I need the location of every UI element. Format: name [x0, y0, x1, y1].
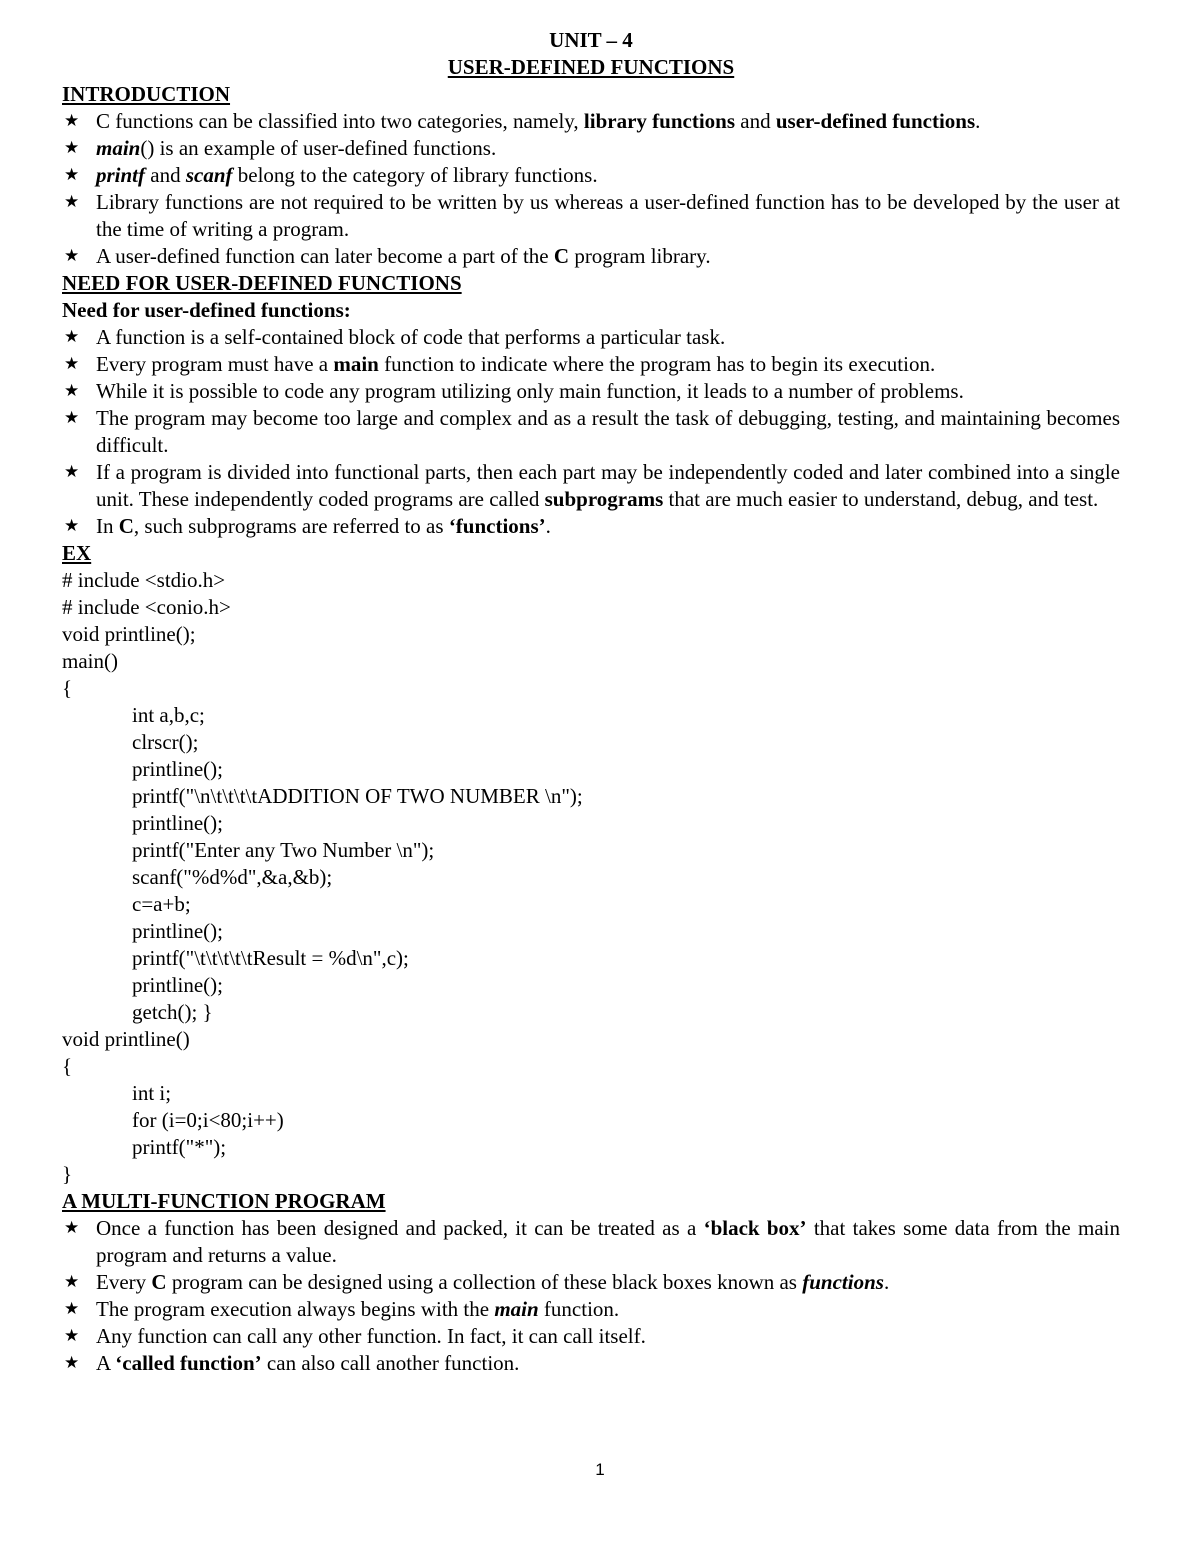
list-item: ★ Library functions are not required to be written by us whereas a user-defined function has to be developed by the user at the time of writing a program.	[64, 190, 1120, 241]
star-bullet-icon: ★	[64, 408, 80, 428]
need-heading: NEED FOR USER-DEFINED FUNCTIONS	[62, 271, 462, 295]
list-item: ★ Every C program can be designed using a collection of these black boxes known as functions.	[64, 1270, 890, 1294]
list-item: ★ The program may become too large and complex and as a result the task of debugging, testing, and maintaining becomes difficult.	[64, 406, 1120, 457]
list-item: ★ The program execution always begins with the main function.	[64, 1297, 620, 1321]
page-number: 1	[595, 1460, 605, 1479]
code-line: }	[62, 1162, 73, 1186]
code-line: {	[62, 1054, 73, 1078]
code-line: # include <conio.h>	[62, 595, 231, 619]
star-bullet-icon: ★	[64, 165, 80, 185]
code-line: printline();	[132, 811, 223, 835]
multi-function-heading: A MULTI-FUNCTION PROGRAM	[62, 1189, 386, 1213]
code-line: c=a+b;	[132, 892, 191, 916]
star-bullet-icon: ★	[64, 381, 80, 401]
list-item: ★ If a program is divided into functional parts, then each part may be independently coded and later combined into a single unit. These independently coded programs are called subprograms that are much easier to understand, debug, and test.	[64, 460, 1120, 511]
introduction-heading: INTRODUCTION	[62, 82, 231, 106]
star-bullet-icon: ★	[64, 327, 80, 347]
star-bullet-icon: ★	[64, 111, 80, 131]
example-heading: EX	[62, 541, 92, 565]
page-content	[62, 27, 1120, 1377]
list-item: ★ main() is an example of user-defined functions.	[64, 136, 497, 160]
multi-function-list	[62, 1215, 1120, 1377]
list-item: ★ A function is a self-contained block of code that performs a particular task.	[64, 325, 726, 349]
need-subheading: Need for user-defined functions:	[62, 298, 351, 322]
code-line: printf("*");	[132, 1135, 227, 1159]
star-bullet-icon: ★	[64, 516, 80, 536]
star-bullet-icon: ★	[64, 1326, 80, 1346]
code-line: int i;	[132, 1081, 172, 1105]
star-bullet-icon: ★	[64, 1299, 80, 1319]
star-bullet-icon: ★	[64, 1218, 80, 1238]
list-item: ★ Any function can call any other function. In fact, it can call itself.	[64, 1324, 646, 1348]
chapter-title: USER-DEFINED FUNCTIONS	[447, 55, 735, 79]
list-item: ★ C functions can be classified into two categories, namely, library functions and user-defined functions.	[64, 109, 981, 133]
code-line: clrscr();	[132, 730, 199, 754]
code-line: printline();	[132, 757, 223, 781]
code-line: {	[62, 676, 73, 700]
star-bullet-icon: ★	[64, 354, 80, 374]
code-line: printline();	[132, 973, 223, 997]
introduction-list	[62, 108, 1120, 270]
list-item: ★ A ‘called function’ can also call another function.	[64, 1351, 520, 1375]
code-line: getch(); }	[132, 1000, 213, 1024]
code-line: printf("Enter any Two Number \n");	[132, 838, 435, 862]
code-line: printf("\t\t\t\t\tResult = %d\n",c);	[132, 946, 409, 970]
star-bullet-icon: ★	[64, 1353, 80, 1373]
list-item: ★ A user-defined function can later become a part of the C program library.	[64, 244, 711, 268]
code-line: int a,b,c;	[132, 703, 205, 727]
code-line: void printline();	[62, 622, 196, 646]
list-item: ★ Every program must have a main function to indicate where the program has to begin its execution.	[64, 352, 936, 376]
code-line: for (i=0;i<80;i++)	[132, 1108, 284, 1132]
need-list	[62, 324, 1120, 540]
star-bullet-icon: ★	[64, 462, 80, 482]
star-bullet-icon: ★	[64, 192, 80, 212]
code-line: void printline()	[62, 1027, 190, 1051]
code-example	[62, 567, 1120, 1188]
star-bullet-icon: ★	[64, 1272, 80, 1292]
code-line: printline();	[132, 919, 223, 943]
code-line: printf("\n\t\t\t\tADDITION OF TWO NUMBER \n");	[132, 784, 583, 808]
star-bullet-icon: ★	[64, 246, 80, 266]
list-item: ★ In C, such subprograms are referred to as ‘functions’.	[64, 514, 551, 538]
list-item: ★ While it is possible to code any program utilizing only main function, it leads to a number of problems.	[64, 379, 964, 403]
star-bullet-icon: ★	[64, 138, 80, 158]
list-item: ★ Once a function has been designed and packed, it can be treated as a ‘black box’ that takes some data from the main program and returns a value.	[64, 1216, 1121, 1267]
code-line: scanf("%d%d",&a,&b);	[132, 865, 333, 889]
code-line: # include <stdio.h>	[62, 568, 226, 592]
unit-title: UNIT – 4	[549, 28, 633, 52]
list-item: ★ printf and scanf belong to the category of library functions.	[64, 163, 598, 187]
code-line: main()	[62, 649, 118, 673]
